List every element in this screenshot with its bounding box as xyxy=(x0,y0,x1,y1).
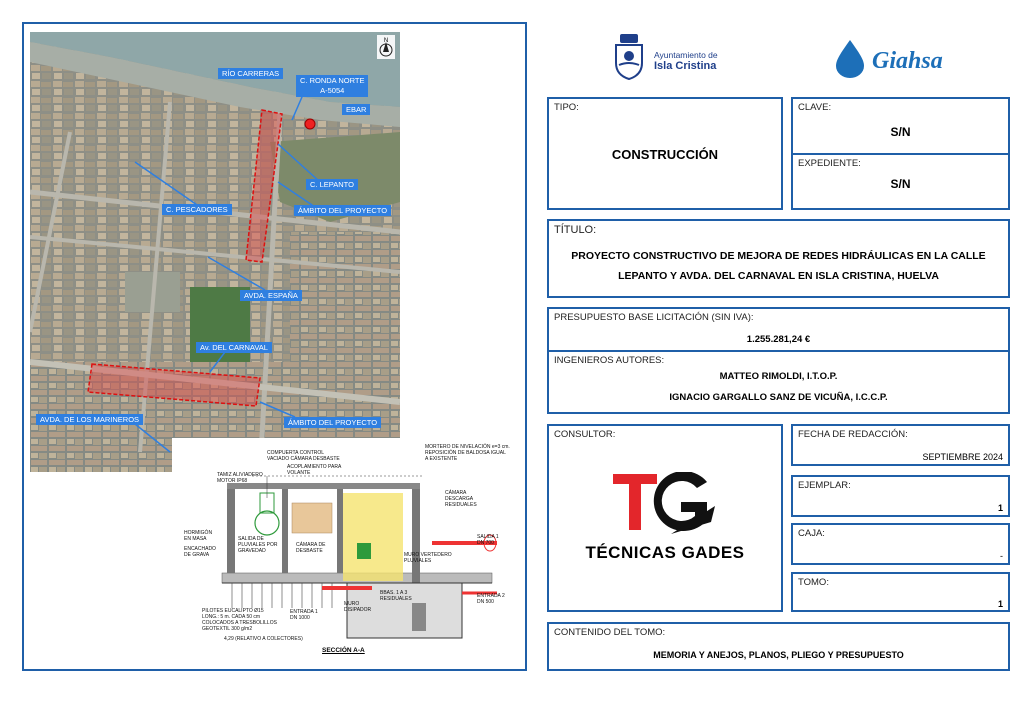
contenido-label: CONTENIDO DEL TOMO: xyxy=(554,627,666,638)
note-compuerta: COMPUERTA CONTROL VACIADO CÁMARA DESBASTE xyxy=(267,450,340,462)
note-entrada2: ENTRADA 2 DN 500 xyxy=(477,593,505,605)
aerial-photo xyxy=(30,32,400,472)
tomo-value: 1 xyxy=(997,599,1003,609)
label-lepanto: C. LEPANTO xyxy=(306,179,358,190)
section-title: SECCIÓN A-A xyxy=(322,647,365,654)
note-camara-descarga: CÁMARA DESCARGA RESIDUALES xyxy=(445,490,477,508)
titulo-box xyxy=(547,219,1010,298)
fecha-value: SEPTIEMBRE 2024 xyxy=(922,452,1003,462)
tipo-value: CONSTRUCCIÓN xyxy=(611,147,719,162)
crest-icon xyxy=(612,32,646,82)
ingenieros-box xyxy=(547,350,1010,414)
label-ambito-2: ÁMBITO DEL PROYECTO xyxy=(284,417,381,428)
caja-box xyxy=(791,523,1010,565)
contenido-value: MEMORIA Y ANEJOS, PLANOS, PLIEGO Y PRESUPUESTO xyxy=(653,650,904,660)
note-encachado: ENCACHADO DE GRAVA xyxy=(184,546,216,558)
aerial-map xyxy=(30,32,400,472)
presupuesto-label: PRESUPUESTO BASE LICITACIÓN (SIN IVA): xyxy=(554,312,754,323)
note-acoplamiento: ACOPLAMIENTO PARA VOLANTE xyxy=(287,464,342,476)
ejemplar-label: EJEMPLAR: xyxy=(798,480,851,491)
expediente-value: S/N xyxy=(890,177,911,191)
ebar-marker xyxy=(305,119,315,129)
note-salida1: SALIDA 1 DN 700 xyxy=(477,534,499,546)
note-cota: 4,29 (RELATIVO A COLECTORES) xyxy=(224,636,303,642)
note-muro-disipador: MURO DISIPADOR xyxy=(344,601,372,613)
fecha-box xyxy=(791,424,1010,466)
presupuesto-box xyxy=(547,307,1010,352)
clave-label: CLAVE: xyxy=(798,102,832,113)
note-tamiz: TAMIZ ALIVIADERO MOTOR IP68 xyxy=(217,472,263,484)
titulo-line1: PROYECTO CONSTRUCTIVO DE MEJORA DE REDES HIDRÁULICAS EN LA CALLE xyxy=(571,250,986,262)
note-salida-pluviales: SALIDA DE PLUVIALES POR GRAVEDAD xyxy=(238,536,278,554)
ingeniero-2: IGNACIO GARGALLO SANZ DE VICUÑA, I.C.C.P. xyxy=(669,392,888,403)
label-espana: AVDA. ESPAÑA xyxy=(240,290,302,301)
titulo-label: TÍTULO: xyxy=(554,224,597,236)
consultor-label: CONSULTOR: xyxy=(554,429,616,440)
note-camara-desbaste: CÁMARA DE DESBASTE xyxy=(296,542,326,554)
ingenieros-label: INGENIEROS AUTORES: xyxy=(554,355,665,366)
tipo-label: TIPO: xyxy=(554,102,579,113)
tg-logo-icon xyxy=(611,472,721,542)
label-ronda-norte: C. RONDA NORTE A-5054 xyxy=(296,75,368,97)
expediente-box xyxy=(791,153,1010,210)
fecha-label: FECHA DE REDACCIÓN: xyxy=(798,429,908,440)
label-marineros: AVDA. DE LOS MARINEROS xyxy=(36,414,143,425)
presupuesto-value: 1.255.281,24 € xyxy=(746,334,811,345)
note-bbas: BBAS. 1 A 3 RESIDUALES xyxy=(380,590,412,602)
note-muro-vertedero: MURO VERTEDERO PLUVIALES xyxy=(404,552,452,564)
label-rio-carreras: RÍO CARRERAS xyxy=(218,68,283,79)
ejemplar-value: 1 xyxy=(997,503,1003,513)
ayuntamiento-logo xyxy=(612,32,732,82)
consultor-box xyxy=(547,424,783,612)
giahsa-wordmark: Giahsa xyxy=(872,48,943,74)
clave-value: S/N xyxy=(890,125,911,139)
consultor-name: TÉCNICAS GADES xyxy=(585,543,745,562)
note-entrada1: ENTRADA 1 DN 1000 xyxy=(290,609,318,621)
giahsa-logo xyxy=(832,38,962,80)
ejemplar-box xyxy=(791,475,1010,517)
drop-icon xyxy=(832,38,868,78)
label-ebar: EBAR xyxy=(342,104,370,115)
expediente-label: EXPEDIENTE: xyxy=(798,158,861,169)
caja-label: CAJA: xyxy=(798,528,825,539)
ayuntamiento-line1: Ayuntamiento de xyxy=(654,50,718,60)
caja-value: - xyxy=(1000,551,1003,561)
contenido-box xyxy=(547,622,1010,671)
tomo-box xyxy=(791,572,1010,612)
label-pescadores: C. PESCADORES xyxy=(162,204,232,215)
clave-box xyxy=(791,97,1010,155)
titulo-line2: LEPANTO Y AVDA. DEL CARNAVAL EN ISLA CRISTINA, HUELVA xyxy=(618,270,939,282)
tomo-label: TOMO: xyxy=(798,577,829,588)
note-mortero: MORTERO DE NIVELACIÓN e=3 cm. REPOSICIÓN DE BALDOSA IGUAL A EXISTENTE xyxy=(425,444,510,462)
north-letter: N xyxy=(383,38,389,44)
note-pilotes: PILOTES EUCALIPTO Ø15 LONG.: 5 m. CADA 50 cm COLOCADOS A TRESBOLILLOS GEOTEXTIL 300 g/m2 xyxy=(202,608,277,632)
ayuntamiento-line2: Isla Cristina xyxy=(654,60,717,72)
label-ambito-1: ÁMBITO DEL PROYECTO xyxy=(294,205,391,216)
label-carnaval: Av. DEL CARNAVAL xyxy=(196,342,272,353)
note-hormigon: HORMIGÓN EN MASA xyxy=(184,530,213,542)
tipo-box xyxy=(547,97,783,210)
section-drawing xyxy=(172,438,510,658)
ingeniero-1: MATTEO RIMOLDI, I.T.O.P. xyxy=(719,371,838,382)
